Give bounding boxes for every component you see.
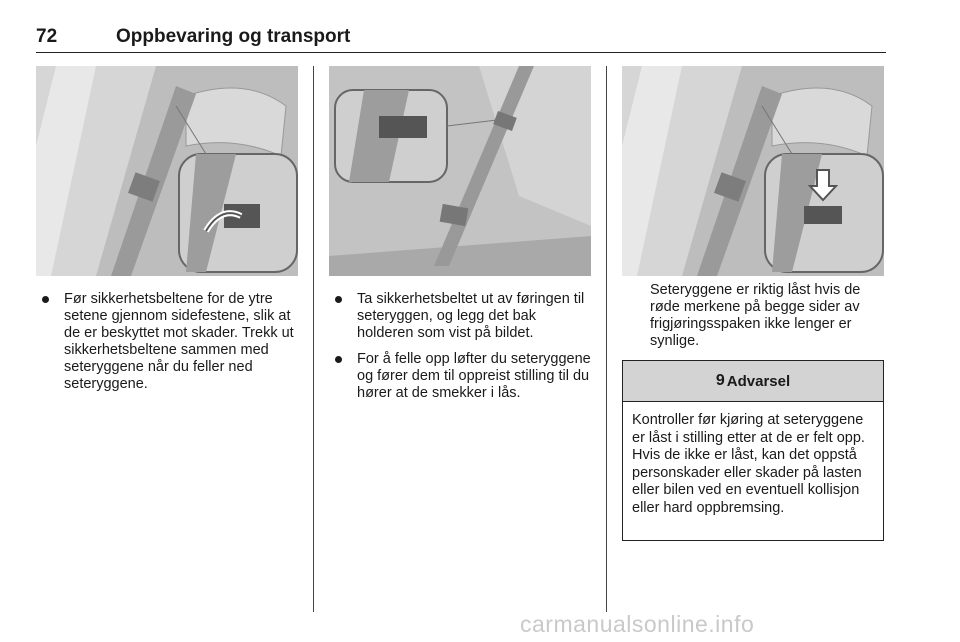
- column3-paragraph: Seteryggene er riktig låst hvis de røde merkene på begge sider av frigjøringsspaken ikke lenger er synlige.: [650, 282, 861, 349]
- warning-title: Advarsel: [726, 372, 791, 390]
- column2-text: [329, 291, 595, 411]
- page-header: [36, 26, 886, 53]
- warning-header: [623, 361, 883, 402]
- column-divider: [313, 66, 314, 612]
- page-number: 72: [36, 26, 58, 47]
- column-divider: [606, 66, 607, 612]
- warning-body: Kontroller før kjøring at seteryggene er låst i stilling etter at de er felt opp. Hvis de ikke er låst, kan det oppstå personskader eller skader på lasten eller bilen ved en eventuell kollisjon eller hard oppbremsing.: [632, 412, 865, 516]
- bullet-text: Ta sikkerhetsbeltet ut av føringen til seteryggen, og legg det bak holderen som vist på bildet.: [357, 291, 585, 341]
- list-item: [329, 351, 595, 402]
- list-item: [329, 291, 595, 342]
- illustration-seat-lock: [622, 66, 884, 276]
- illustration-seatbelt-guide: [36, 66, 298, 276]
- bullet-text: Før sikkerhetsbeltene for de ytre setene gjennom sidefestene, slik at de er beskyttet mot skader. Trekk ut sikkerhetsbeltene sammen med seteryggene når du feller ned seteryggene.: [64, 291, 294, 392]
- bullet-icon: [335, 296, 342, 303]
- bullet-text: For å felle opp løfter du seteryggene og fører dem til oppreist stilling til du hører at de smekker i lås.: [357, 351, 591, 401]
- watermark: carmanualsonline.info: [520, 611, 755, 637]
- page-title: Oppbevaring og transport: [116, 26, 351, 47]
- illustration-seatbelt-holder: [329, 66, 591, 276]
- warning-box: [622, 360, 884, 541]
- column1-text: [36, 291, 302, 402]
- list-item: [36, 291, 302, 393]
- bullet-icon: [335, 356, 342, 363]
- bullet-icon: [42, 296, 49, 303]
- warning-icon: 9: [715, 372, 725, 389]
